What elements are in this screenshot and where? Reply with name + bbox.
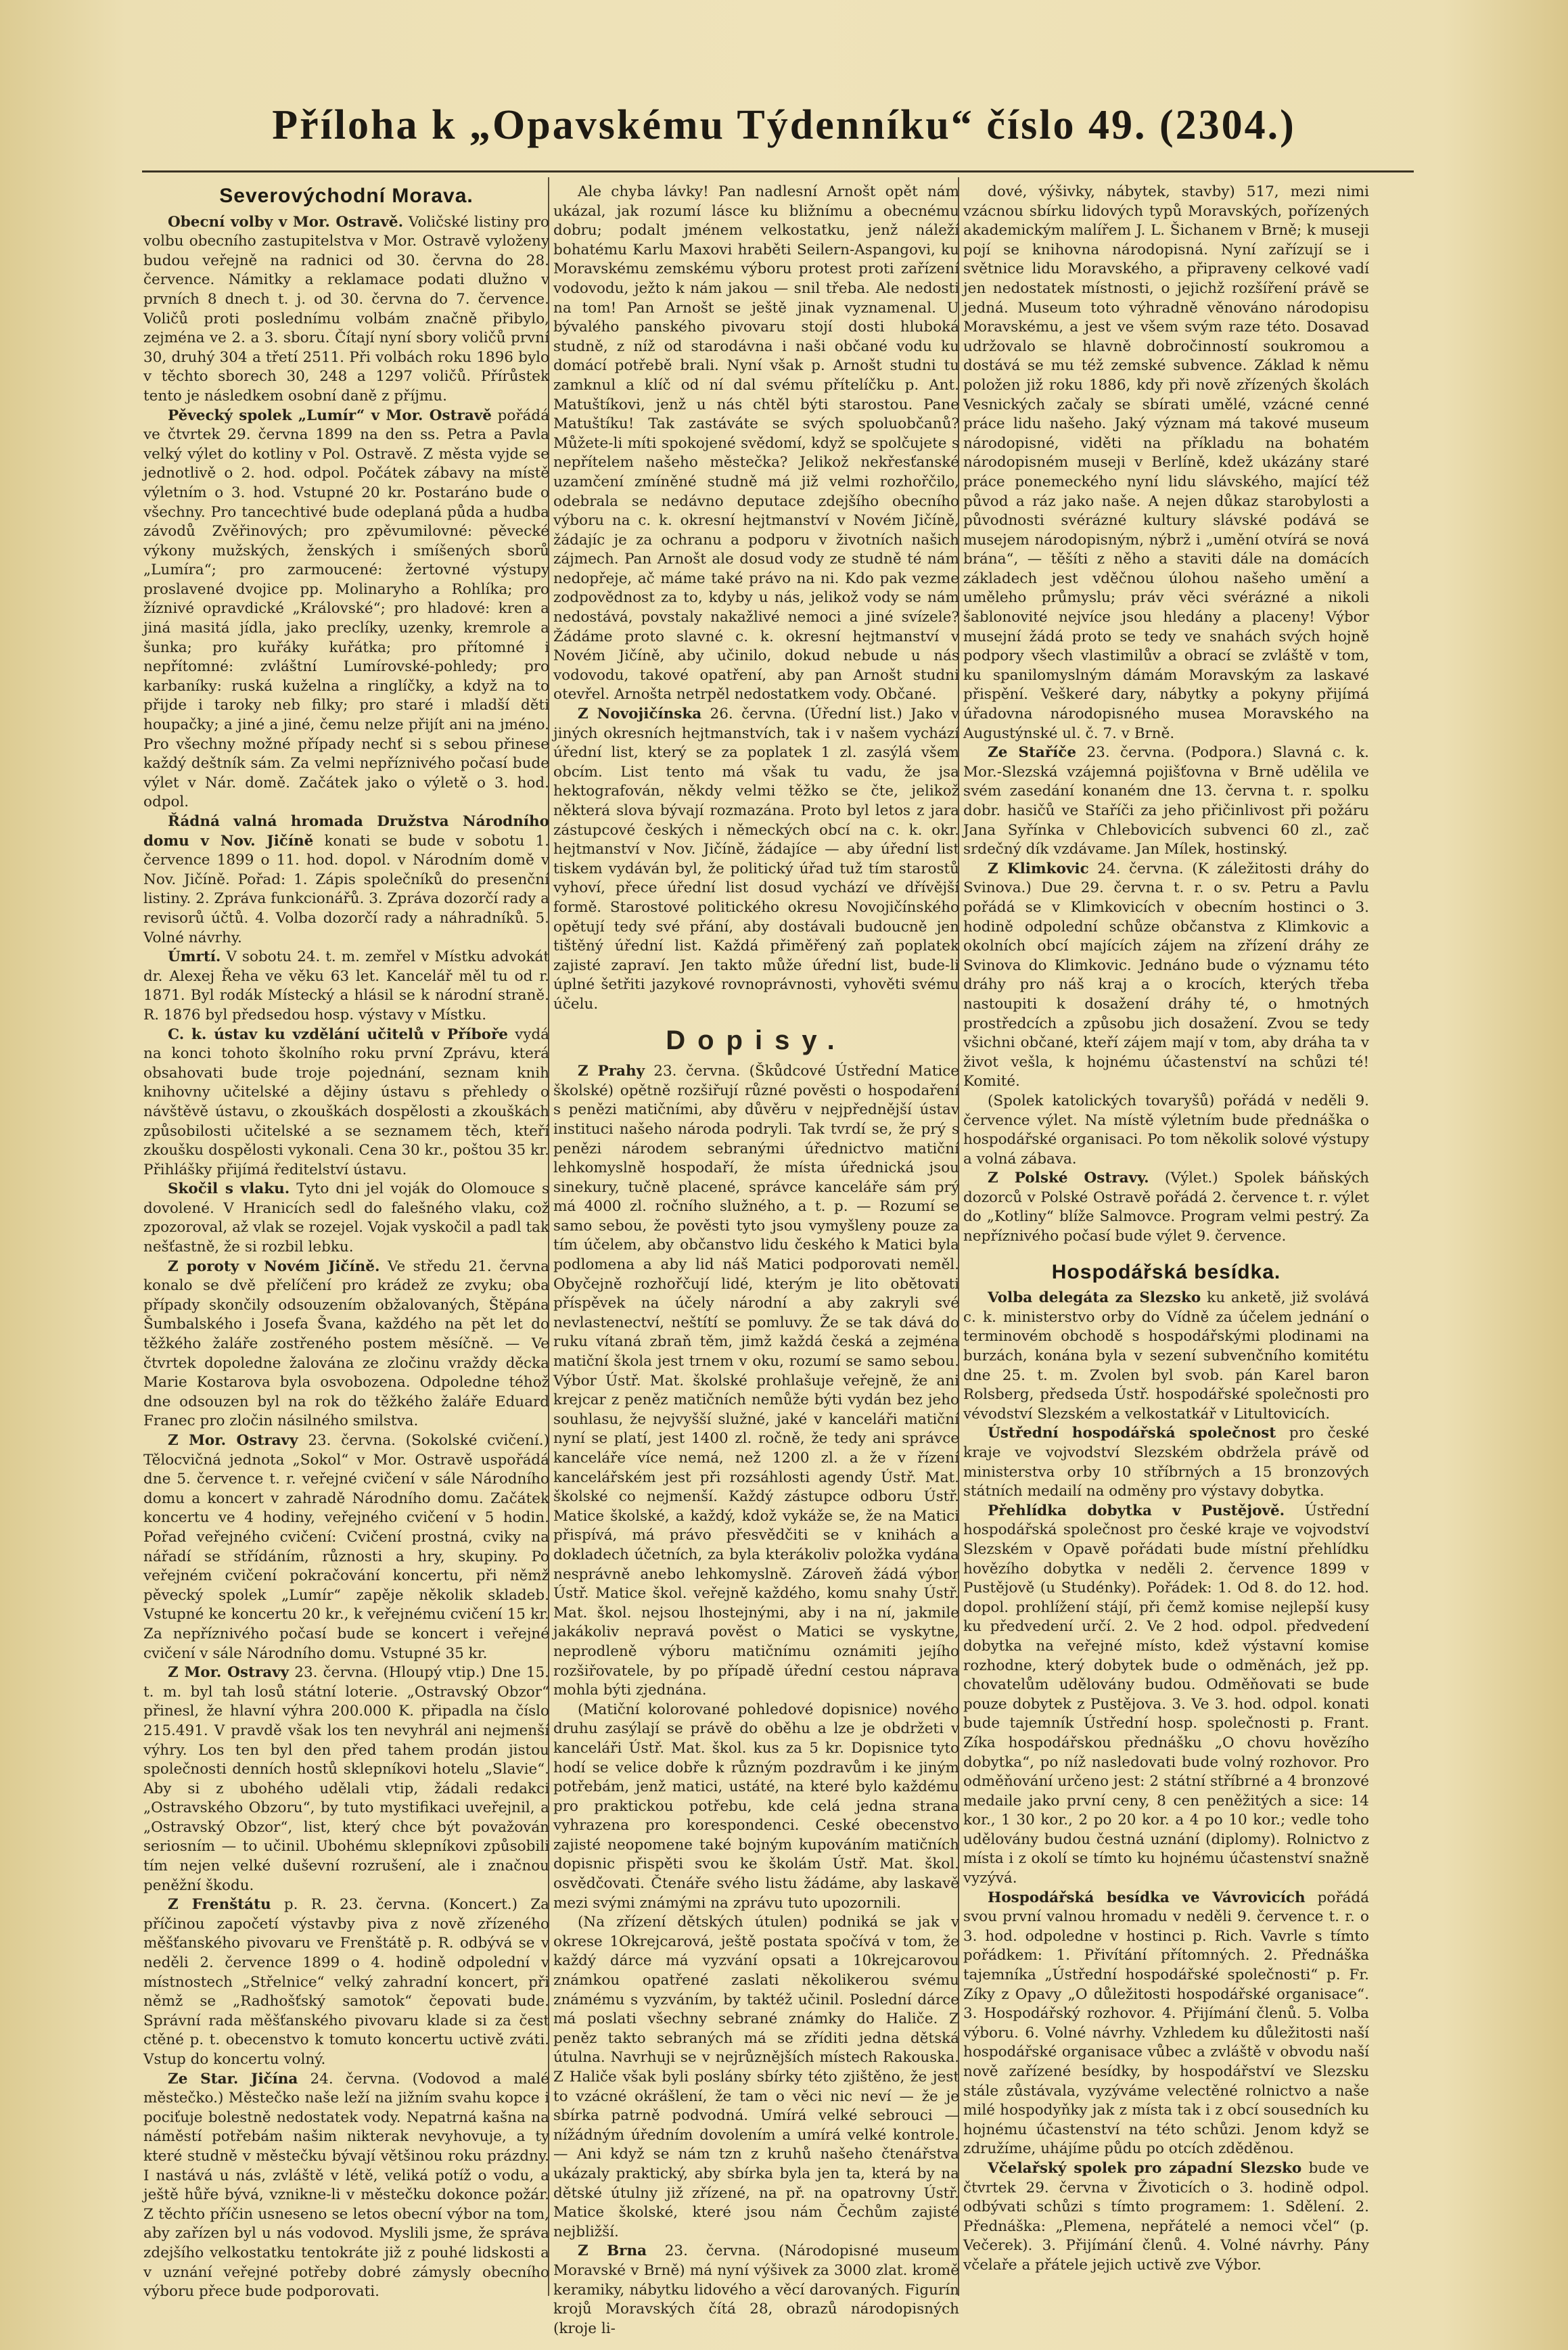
article-lead: Z Mor. Ostravy [168,1432,298,1449]
article-paragraph [553,1062,959,1701]
article-paragraph [143,812,549,948]
article-text: 26. června. (Úřední list.) Jako v jiných okresních hejtmanstvích, tak i v našem vychází úřední list, který se za poplatek 1 zl. zasýlá všem obcím. List tento má však tu vadu, že jsa hektografován, někdy velmi těžko se čte, jelikož některá slova bývají rozmazána. Proto byl letos z jara zástupcové českých i německých obcí na c. k. okr. hejtmanství v Nov. Jičíně, žádajíce — aby úřední list tiskem vydáván byl, že politický úřad tuž tím starostů vyhoví, přece úřední list dosud vychází ve dřívější formě. Starostové politického okresu Novojičínského opětují tedy své přání, aby dostávali budoucně jen tištěný úřední list. Každá přiměřený zaň poplatek zajisté zapraví. Jen takto může úřední list, bude-li úplné šetřiti jazykové rovnoprávnosti, vyhověti svému účelu. [553,706,959,1013]
article-text: vydá na konci tohoto školního roku první Zprávu, která obsahovati bude troje pojednání, seznam knih knihovny učitelské a dějiny ústavu s přehledy o návštěvě ústavu, o zkouškách dospělosti a zkouškách způsobilosti učitelské a se seznamem těch, kteří zkoušku dospělosti vykonali. Cena 30 kr., poštou 35 kr. Přihlášky přijímá ředitelství ústavu. [143,1026,549,1178]
article-text: pořádá svou první valnou hromadu v neděli 9. července t. r. o 3. hod. odpoledne v hostinci p. Rich. Vavrle s tímto pořádkem: 1. Přivítání přítomných. 2. Přednáška tajemníka „Ústřední hospodářské společnosti“ p. Fr. Zíky z Opavy „O důležitosti hospodářské organisace“. 3. Hospodářský rozhovor. 4. Přijímání členů. 5. Volba výboru. 6. Volné návrhy. Vzhledem ku důležitosti naší hospodářské organisace vůbec a zvláště v obvodu naší nově zařízené besídky, by hospodářství ve Slezsku stále zůstávala, vyzýváme velectěné rolnictvo a naše milé hospodyňky jak z místa tak i z obcí sousedních ku hojnému účastenství na této schůzi. Jenom když se združíme, uhájíme půdu po otcích zděděnou. [963,1889,1369,2158]
article-paragraph [143,1180,549,1257]
article-paragraph [963,183,1369,743]
column-3 [963,183,1369,2309]
article-paragraph [963,860,1369,1092]
column-3-articles-top [963,183,1369,1247]
article-paragraph [553,2242,959,2339]
article-lead: Z Klimkovic [988,860,1089,877]
article-lead: Z Brna [578,2242,647,2260]
article-paragraph [963,1169,1369,1246]
masthead-rule [142,170,1414,172]
article-paragraph [143,1026,549,1180]
article-paragraph [963,1424,1369,1501]
article-text: Ve středu 21. června konalo se dvě přelíčení pro krádež ze zvyku; oba případy skončily odsouzením obžalovaných, Štěpána Šumbalského i Josefa Švana, každého na pět let do těžkého žaláře zostřeného postem měsíčně. — Ve čtvrtek dopoledne žalována ze zločinu vraždy děcka Marie Kostarova byla osvobozena. Odpoledne téhož dne odsouzen byl na rok do těžkého žaláře Eduard Franec pro zločin násilného smilstva. [143,1258,549,1430]
article-paragraph [553,183,959,705]
article-text: (Spolek katolických tovaryšů) pořádá v neděli 9. července výlet. Na místě výletním bude přednáška o hospodářské organisaci. Po tom několik solové výstupy a volná zábava. [963,1092,1369,1168]
article-paragraph [963,2159,1369,2276]
article-text: p. R. 23. června. (Koncert.) Za příčinou započetí výstavby piva z nově zřízeného měšťanského pivovaru ve Frenštátě p. R. odbývá se v neděli 2. července 1899 o 4. hodině odpolední v místnostech „Střelnice“ velký zahradní koncert, při němž se „Radhošťský samotok“ čepovati bude. Správní rada měšťanského pivovaru klade si za čest ctěné p. t. obecenstvo k tomuto koncertu uctivě zváti. Vstup do koncertu volný. [143,1896,549,2068]
article-paragraph [143,213,549,407]
article-lead: Z Novojičínska [578,706,702,723]
article-lead: Z Mor. Ostravy [168,1664,290,1682]
column-2-articles-top [553,183,959,1015]
article-text: Voličské listiny pro volbu obecního zastupitelstva v Mor. Ostravě vyloženy budou veřejně na radnici od 30. června do 28. července. Námitky a reklamace podati dlužno v prvních 8 dnech t. j. od 30. června do 7. července. Voličů proti poslednímu volbám značně přibylo, zejména ve 2. a 3. sboru. Čítají nyní sbory voličů první 30, druhý 304 a třetí 2511. Při volbách roku 1896 bylo v těchto sborech 30, 248 a 1297 voličů. Přírůstek tento je následkem osobní daně z příjmu. [143,213,550,405]
article-paragraph [963,1889,1369,2159]
article-text: 23. června. (Škůdcové Ústřední Matice školské) opětně rozšiřují různé pověsti o hospodaření s penězi matičními, aby důvěru v nejpřednější ústav instituci našeho národa podryli. Tak tvrdí se, že prý s penězi národem sebranými úřednictvo matiční lehkomyslně hospodaří, že místa úřednická jsou sinekury, tučně placené, správce kanceláře sám prý má 4000 zl. ročního služného, a t. p. — Rozumí se samo sebou, že pověsti tyto jsou vymyšleny pouze za tím účelem, aby občanstvo lidu českého k Matici byla podlomena a aby lid náš Matici podporovati neměl. Obyčejně rozhořčují lidé, kterým je lito obětovati příspěvek na účely národní a aby zakryli své nevlastenectví, neštítí se pomluvy. Že se tak dává do ruku vítaná zbraň těm, jimž každá česká a zejména matiční škola jest trnem v oku, rozumí se samo sebou. Výbor Ústř. Mat. školské prohlašuje veřejně, že ani krejcar z peněz matičních nemůže býti vydán bez jeho souhlasu, že nejvyšší služné, jaké v kanceláři matiční nyní se platí, jest 1400 zl. ročně, že tedy ani správce kanceláře více nemá, než 1200 zl. a že v řízení kancelářském jest při rozsáhlosti agendy Ústř. Mat. školské co nejmenší. Každý zástupce odboru Ústř. Matice školské, a každý, kdož vykáže se, že na Matici přispívá, má právo přesvědčiti se v knihách a dokladech účetních, za byla kterákoliv položka vydána nesprávně anebo lehkomyslně. Zároveň žádá výbor Ústř. Matice škol. veřejně každého, komu snahy Ústř. Mat. škol. nejsou lhostejnými, aby i na ní, jakmile jakákoliv nepravá pověst o Matici se vyskytne, neprodleně výboru matičnímu oznámiti jejího rozšiřovatele, by po případě úřední cestou náprava mohla býti zjednána. [553,1063,960,1699]
article-paragraph [553,1701,959,1914]
article-paragraph [963,1092,1369,1169]
article-paragraph [143,1663,549,1895]
article-text: bude ve čtvrtek 29. června v Životicích o 3. hodině odpol. odbývati schůzi s tímto programem: 1. Sdělení. 2. Přednáška: „Plemena, nepřátelé a nemoci včel“ (p. Večerek). 3. Přijímání členů. 4. Volné návrhy. Pány včelaře a přátele jejich uctivě zve Výbor. [963,2159,1370,2274]
article-lead: Hospodářská besídka ve Vávrovicích [988,1889,1306,1906]
article-paragraph [553,1913,959,2242]
article-paragraph [963,743,1369,860]
article-paragraph [143,2070,549,2302]
article-text: pořádá ve čtvrtek 29. června 1899 na den ss. Petra a Pavla velký výlet do kotliny v Pol. Ostravě. Z města vyjde se jednotlivě o 2. hod. odpol. Počátek zábavy na místě výletním o 3. hod. Vstupné 20 kr. Postaráno bude o všechny. Pro tancechtivé bude odeplaná půda a hudba závodů Zvěřinových; pro zpěvumilovné: pěvecké výkony mužských, ženských i smíšených sborů „Lumíra“; pro zarmoucené: žertovné výstupy proslavené dvojice pp. Molinaryho a Rohlíka; pro žíznivé opravdické „Královské“; pro hladové: kren a jiná masitá jídla, jako preclíky, uzenky, kremrole a šunka; pro kuřáky kuřátka; pro přítomné i nepřítomné: zvláštní Lumírovské-pohledy; pro karbaníky: ruská kuželna a ringlíčky, a když na to přijde i taroky neb filky; pro staré i mladší děti houpačky; a jiné a jiné, čemu nelze přijít ani na jméno. Pro všechny možné případy nechť si s sebou přinese každý deštník sám. Za velmi nepříznivého počasí bude výlet v Nár. domě. Začátek jako o výletě o 3. hod. odpol. [143,407,550,811]
article-paragraph [963,1502,1369,1889]
article-text: ku anketě, již svolává c. k. ministerstvo orby do Vídně za účelem jednání o terminovém obchodě s hospodářskými plodinami na burzách, konána byla v sezení subvenčního komitétu dne 25. t. m. Zvolen byl svob. pán Karel baron Rolsberg, předseda Ústř. hospodářské společnosti pro vévodství Slezském a velkostatkář v Litultovicích. [963,1289,1369,1423]
column-3-articles-bottom [963,1289,1369,2275]
article-text: pro české kraje ve vojvodství Slezském obdržela právě od ministerstva orby 10 stříbrných a 15 bronzových státních medailí na odměny pro výstavy dobytka. [963,1425,1369,1500]
article-text: (Matiční kolorované pohledové dopisnice) nového druhu zasýlají se právě do oběhu a lze je obdržeti v kanceláři Ústř. Mat. škol. kus za 5 kr. Dopisnice tyto hodí se velice dobře k různým pozdravům i ke jiným potřebám, jenž matici, ustáté, na které bylo každému pro praktickou potřebu, kde celá jedna strana vyhrazena pro korespondenci. Ceské obecenstvo zajisté neopomene také bojným kupováním matičních dopisnic přispěti svou ke školám Ústř. Mat. škol. osvědčovati. Čtenáře svého listu žádáme, aby laskavě mezi svými známými na zprávu tuto upozornili. [553,1701,959,1912]
article-lead: Řádná valná hromada Družstva Národního domu v Nov. Jičíně [143,813,549,850]
column-1-articles [143,213,549,2302]
article-text: 23. června. (Sokolské cvičení.) Tělocvičná jednota „Sokol“ v Mor. Ostravě uspořádá dne 5. července t. r. veřejné cvičení v sále Národního domu a koncert v zahradě Národního domu. Začátek koncertu ve 4 hodiny, veřejného cvičení v 5 hodin. Pořad veřejného cvičení: Cvičení prostná, cviky na nářadí se střídáním, různosti a hry, skupiny. Po veřejném cvičení pokračování koncertu, při němž pěvecký spolek „Lumír“ zapěje několik skladeb. Vstupné ke koncertu 20 kr., k veřejnému cvičení 15 kr. Za nepříznivého počasí bude se koncert i veřejné cvičení v sále Národního domu. Vstupné 35 kr. [143,1432,550,1662]
article-text: 24. června. (K záležitosti dráhy do Svinova.) Due 29. června t. r. o sv. Petru a Pavlu pořádá se v Klimkovicích v obecním hostinci o 3. hodině odpolední schůze občanstva z Klimkovic a okolních obcí majících zájem na zřízení dráhy ze Svinova do Klimkovic. Jednáno bude o významu této dráhy pro náš kraj a o krocích, kterých třeba nastoupiti k dosažení dráhy té, o hmotných prostředcích a způsobu jich dosažení. Zvou se tedy všichni občané, kteří zájem mají v tom, aby dráha ta v život vešla, k hojnému účastenství na schůzi té! Komité. [963,860,1369,1090]
article-paragraph [963,1289,1369,1424]
article-text: dové, výšivky, nábytek, stavby) 517, mezi nimi vzácnou sbírku lidových typů Moravských, pořízených akademickým malířem J. L. Šichanem v Brně; k museji pojí se knihovna národopisná. Nyní zařízují se i světnice lidu Moravského, a připraveny celkové vadí jen nedostatek místnosti, o jejichž rozšíření právě se jedná. Museum toto výhradně věnováno národopisu Moravskému, a jest ve všem svým raze této. Dosavad udržovalo se hlavně dobročinností soukromou a dostává se mu též zemské subvence. Základ k němu položen již roku 1886, kdy při nově zřízených školách Vesnických začaly se sbírati umělé, vzácné cenné práce lidu našeho. Jaký význam má takové museum národopisné, viděti na příkladu na bohatém národopisném museji v Berlíně, kdež ukázány staré práce ponemeckého nyní lidu slávského, mající též původ a ráz jako naše. A nejen důkaz starobylosti a původnosti svérázné kultury slávské podává se musejem národopisným, nýbrž i „umění otvírá se nová brána“, — těšíti z něho a staviti dále na domácích základech jest vděčnou úlohou našeho umění a uměleho průmyslu; práv věci svérázné a nikoli šablonovité nejvíce jsou hledány a placeny! Výbor musejní žádá proto se tedy ve snahách svých hojně podpory všech vlastimilův a obrací se zvláště v tom, ku spanilomyslným dámám Moravským za laskavé přispění. Veškeré dary, nábytky a pokyny přijímá úřadovna národopisného musea Moravského na Augustýnské ul. č. 7. v Brně. [963,183,1369,742]
article-lead: Z Polské Ostravy. [988,1170,1149,1187]
article-lead: Z Frenštátu [168,1896,271,1914]
article-text: Ale chyba lávky! Pan nadlesní Arnošt opět nám ukázal, jak rozumí lásce ku bližnímu a obecnému dobru; podalt jménem velkostatku, jenž náleží bohatému Karlu Maxovi hraběti Seilern-Aspangovi, ku Moravskému zemskému výboru protest proti zařízení vodovodu, ježto k nám jakou — snil třeba. Ale nedosti na tom! Pan Arnošt se ještě jinak vyznamenal. U bývalého panského pivovaru stojí dosti hluboká studně, z níž od starodávna i naši občané vodu ku domácí potřebě brali. Nyní však p. Arnošt studni tu zamknul a klíč od ní dal svému přítelíčku p. Ant. Matuštíkovi, jenž u nás chtěl býti starostou. Pane Matuštíku! Tak zastáváte se svých spoluobčanů? Můžete-li míti spokojené svědomí, když se spolčujete s nepřítelem našeho městečka? Jelikož nekřesťanské uzamčení zmíněné studně má již velmi rozhořčilo, odebrala se nedávno deputace zdejšího obecního výboru na c. k. okresní hejtmanství v Novém Jičíně, žádajíc je za ochranu a podporu v životních našich zájmech. Pan Arnošt ale dosud vody ze studně té nám nedopřeje, ač máme také právo na ni. Kdo pak vezme zodpovědnost za to, kdyby u nás, jelikož vody se nám nedostává, povstaly nakažlivé nemoci a jiné svízele? Žádáme proto slavné c. k. okresní hejtmanství v Novém Jičíně, aby učinilo, dokud nebude u nás vodovodu, takové opatření, aby pan Arnošt studni otevřel. Arnošta netrpěl nedostatkem vody. Občané. [553,183,959,704]
article-text: (Na zřízení dětských útulen) podniká se jak v okrese 1Okrejcarová, ještě postata spočívá v tom, že každý dárce má vyzvání opsati a 10krejcarovou známkou opatřené zaslati několikerou svému známému s vyzváním, by taktéž učinil. Poslední dárce má poslati všechny sebrané známky do Haliče. Z peněz takto sebraných má se zříditi jedna dětská útulna. Navrhuji se v nejrůznějších místech Rakouska. Z Haliče však byli poslány sbírky této zjištěno, že jest to vzácné okrášlení, že tam o věci nic neví — že je sbírka patrně podvodná. Umírá velké sebrouci — nížádným úředním dovolením a umírá velké kontrole. — Ani když se nám tzn z kruhů našeho čtenářstva ukázaly praktický, aby sbírka byla jen ta, která by na dětské útulny již zřízené, na př. na opatrovny Ústř. Matice školské, které jsou nám Čechům zajisté nejbližší. [553,1914,959,2240]
article-lead: Z Prahy [578,1063,645,1080]
article-text: 23. června. (Národopisné museum Moravské v Brně) má nyní výšivek za 3000 zlat. kromě keramiky, nábytku lidového a věcí darovaných. Figurín krojů Moravských čítá 28, obrazů národopisných (kroje li- [553,2242,959,2337]
article-lead: Ústřední hospodářská společnost [988,1425,1276,1442]
section-heading-dopisy: Dopisy. [666,1025,847,1055]
masthead-title: Příloha k „Opavskému Týdenníku“ číslo 49. (2304.) [272,102,1296,148]
article-text: 24. června. (Vodovod a malé městečko.) Městečko naše leží na jižním svahu kopce i pociťuje bolestně nedostatek vody. Nepatrná kašna na náměstí potřebám našim nikterak nevyhovuje, a ty které studně v městečku bývají většinou roku prázdny. I nastává u nás, zvláště v létě, veliká potíž o vodu, a ještě hůře bývá, vznikne-li v městečku dokonce požár. Z těchto příčin usneseno se letos obecní výbor na tom, aby zařízen byl u nás vodovod. Myslili jsme, že správa zdejšího velkostatku tentokráte již z pouhé lidskosti a v uznání veřejné potřeby dobré zámysly obecního výboru přece bude podporovati. [143,2070,550,2301]
article-text: 23. června. (Hloupý vtip.) Dne 15. t. m. byl tah losů státní loterie. „Ostravský Obzor“ přinesl, že hlavní výhra 200.000 K. připadla na číslo 215.491. V pravdě však los ten nevyhrál ani nejmenší výhry. Los ten byl den před tahem prodán jistou společnosti denních hostů sklepníkovi hotelu „Slavie“. Aby si z ubohého udělali vtip, žádali redakci „Ostravského Obzoru“, by tuto mystifikaci uveřejnil, a „Ostravský Obzor“, list, který chce být považován seriosním — to učinil. Ubohému sklepníkovi způsobili tím nejen velké duševní rozrušení, ale i značnou peněžní škodu. [143,1664,550,1894]
article-paragraph [143,407,549,812]
article-lead: C. k. ústav ku vzdělání učitelů v Příboře [168,1026,508,1043]
article-lead: Přehlídka dobytka v Pustějově. [988,1502,1285,1519]
article-lead: Včelařský spolek pro západní Slezsko [988,2159,1302,2177]
article-paragraph [143,1258,549,1431]
article-lead: Ze Staříče [988,744,1077,762]
article-lead: Z poroty v Novém Jičíně. [168,1258,380,1275]
article-lead: Úmrtí. [168,948,221,966]
article-text: Ústřední hospodářská společnost pro české kraje ve vojvodství Slezském v Opavě pořádati bude místní přehlídku hovězího dobytka v neděli 2. července 1899 v Pustějově (u Studénky). Pořádek: 1. Od 8. do 12. hod. dopol. prohlížení stájí, při čemž komise nejlepší kusy ku předvedení určí. 2. Ve 2 hod. odpol. předvedení dobytka na veřejné místo, kdež výstavní komise rozhodne, který dobytek bude o odměnách, jež pp. chovatelům udělovány budou. Odměňovati se bude pouze dobytek z Pustějova. 3. Ve 3. hod. odpol. konati bude tajemník Ústřední hosp. společnosti p. Frant. Zíka hospodářskou přednášku „O chovu hovězího dobytka“, po níž nasledovati bude volný rozhovor. Pro odměňování určeno jest: 2 státní stříbrné a 4 bronzové medaile jako první ceny, 8 cen peněžitých a sice: 14 kor., 1 30 kor., 2 po 20 kor. a 4 po 10 kor.; vedle toho udělovány budou čestná uznání (diplomy). Rolnictvo z místa i z okolí se tímto ku hojnému účastenství snažně vyzývá. [963,1502,1369,1887]
article-lead: Skočil s vlaku. [168,1180,290,1198]
article-text: Tyto dni jel voják do Olomouce s dovolené. V Hranicích sedl do falešného vlaku, což zpozoroval, až vlak se rozejel. Vojak vyskočil a padl tak nešťastně, že si rozbil lebku. [143,1180,549,1256]
article-text: V sobotu 24. t. m. zemřel v Místku advokát dr. Alexej Řeha ve věku 63 let. Kancelář měl tu od r. 1871. Byl rodák Místecký a hlásil se k národní straně. R. 1876 byl předsedou hosp. výstavy v Místku. [143,948,549,1023]
article-paragraph [553,705,959,1015]
section-heading-hospodarska: Hospodářská besídka. [1051,1260,1281,1283]
article-text: 23. června. (Podpora.) Slavná c. k. Mor.-Slezská vzájemná pojišťovna v Brně udělila ve svém zasedání konaném dne 13. června t. r. spolku dobr. hasičů ve Staříči za jeho přičinlivost při požáru Jana Syřínka v Chlebovicích subvenci 60 zl., zač srdečný dík vzdávame. Jan Mílek, hostinský. [963,744,1369,858]
column-1 [143,183,549,2309]
article-paragraph [143,948,549,1025]
article-paragraph [143,1895,549,2069]
section-heading: Severovýchodní Morava. [219,185,474,207]
article-paragraph [143,1431,549,1663]
article-lead: Pěvecký spolek „Lumír“ v Mor. Ostravě [168,407,492,424]
article-lead: Ze Star. Jičína [168,2070,298,2088]
article-text: konati se bude v sobotu 1. července 1899 o 11. hod. dopol. v Národním domě v Nov. Jičíně. Pořad: 1. Zápis společníků do presenční listiny. 2. Zpráva funkcionářů. 3. Zpráva dozorčí rady a revisorů účtů. 4. Volba dozorčí rady a náhradníků. 5. Volné návrhy. [143,832,550,946]
column-2 [553,183,960,2337]
article-lead: Obecní volby v Mor. Ostravě. [168,213,404,231]
column-2-articles-bottom [553,1062,959,2339]
article-lead: Volba delegáta za Slezsko [988,1289,1201,1307]
article-text: (Výlet.) Spolek báňských dozorců v Polské Ostravě pořádá 2. července t. r. výlet do „Kotliny“ blíže Salmovce. Program velmi pestrý. Za nepříznivého počasí bude výlet 9. července. [963,1170,1370,1245]
